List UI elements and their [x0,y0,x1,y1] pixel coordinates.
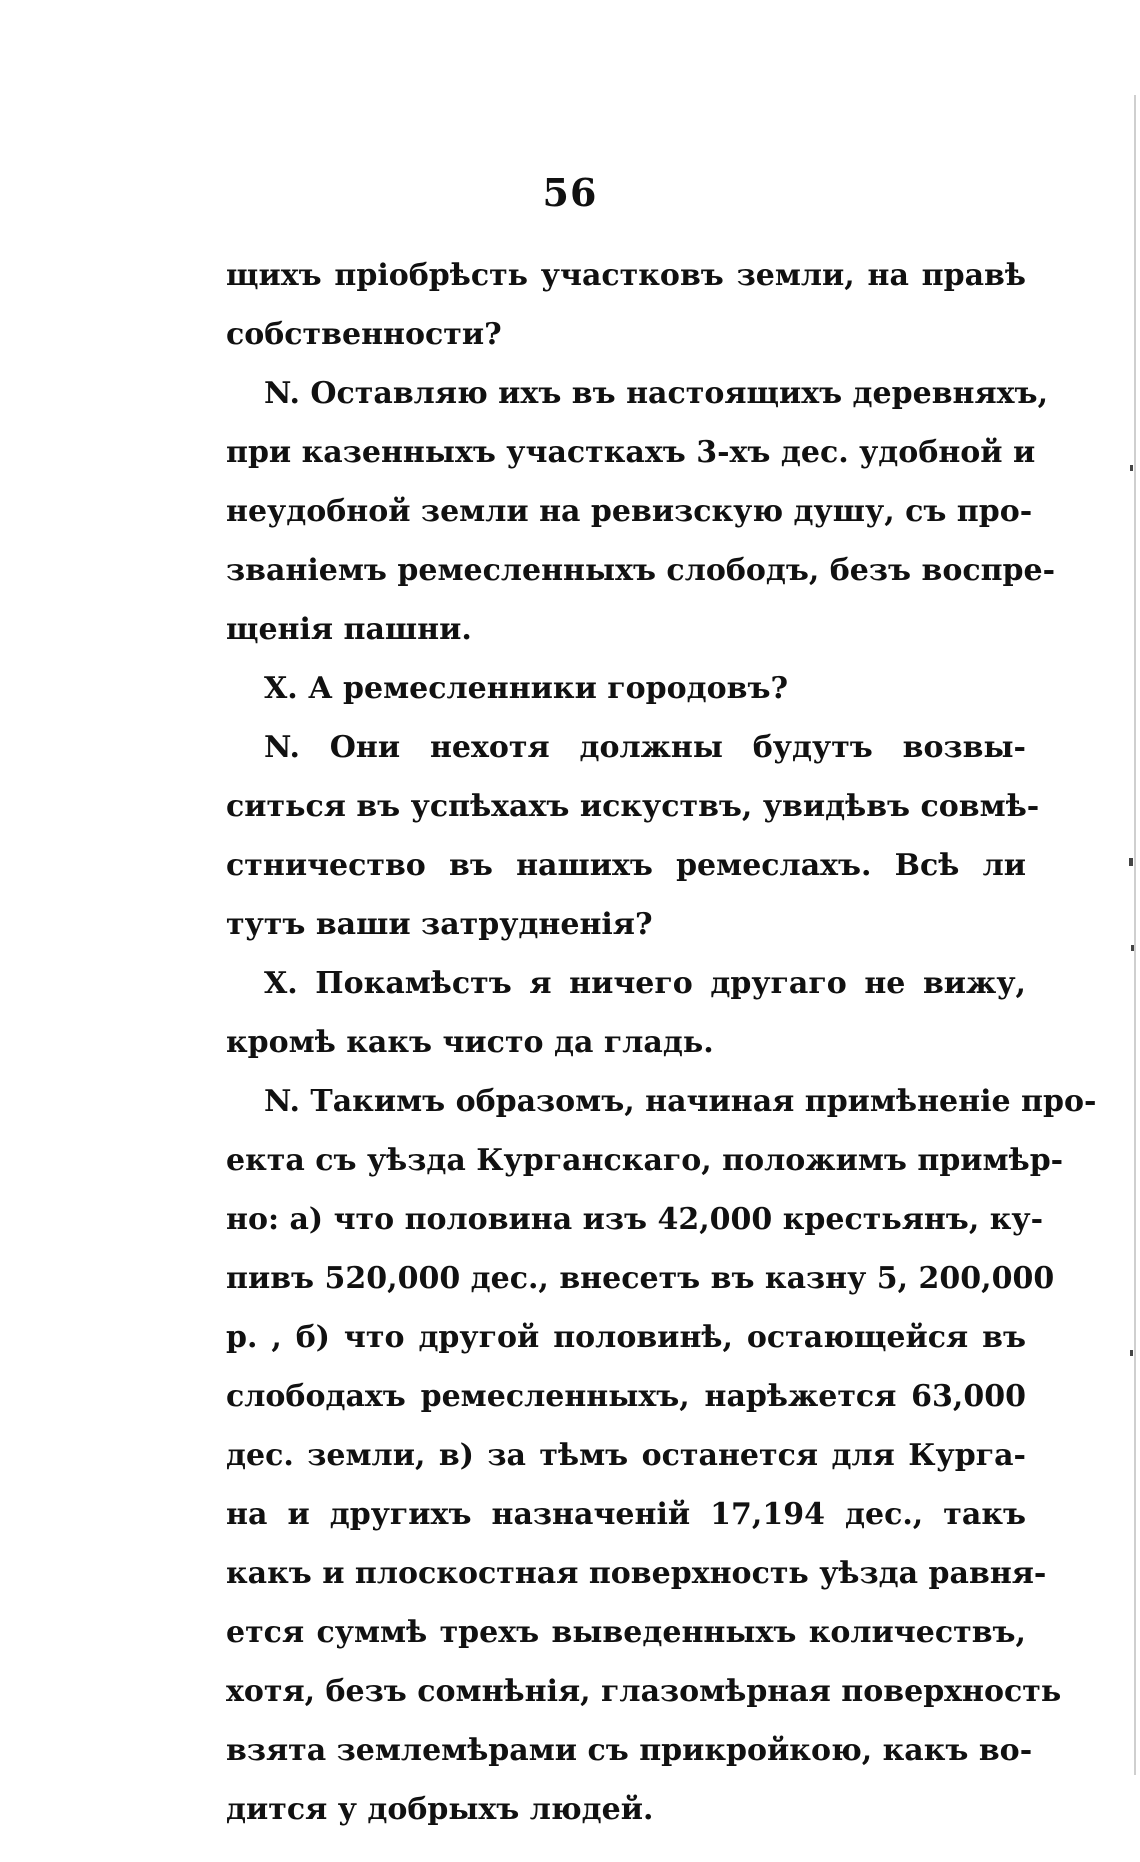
text-line: стничество въ нашихъ ремеслахъ. Всѣ ли [226,848,1026,883]
text-line: р. , б) что другой половинѣ, остающейся въ [226,1320,1026,1355]
text-line: какъ и плоскостная поверхность уѣзда равня- [226,1556,1047,1591]
text-line: X. Покамѣстъ я ничего другаго не вижу, [264,966,1026,1001]
text-line: ситься въ успѣхахъ искуствъ, увидѣвъ совмѣ- [226,789,1040,824]
text-line: взята землемѣрами съ прикройкою, какъ во- [226,1733,1033,1768]
text-line: пивъ 520,000 дес., внесетъ въ казну 5, 200,000 [226,1261,1055,1296]
ink-speck [1130,1350,1133,1356]
text-line: N. Оставляю ихъ въ настоящихъ деревняхъ, [264,376,1049,411]
text-line: хотя, безъ сомнѣнія, глазомѣрная поверхность [226,1674,1062,1709]
ink-speck [1129,858,1133,866]
text-line: N. Они нехотя должны будутъ возвы- [264,730,1026,765]
body-text [226,246,1097,1839]
text-line: екта съ уѣзда Курганскаго, положимъ примѣр- [226,1143,1064,1178]
text-line: собственности? [226,317,502,352]
text-line: щихъ пріобрѣсть участковъ земли, на правѣ [226,258,1026,293]
text-line: щенія пашни. [226,612,472,647]
text-line: ется суммѣ трехъ выведенныхъ количествъ, [226,1615,1026,1650]
text-line: кромѣ какъ чисто да гладь. [226,1025,714,1060]
text-line: на и другихъ назначеній 17,194 дес., такъ [226,1497,1026,1532]
text-line: но: а) что половина изъ 42,000 крестьянъ, ку- [226,1202,1044,1237]
page-edge-shadow [1134,95,1136,1775]
text-line: X. А ремесленники городовъ? [264,671,789,706]
text-line: дится у добрыхъ людей. [226,1792,654,1827]
text-line: званіемъ ремесленныхъ слободъ, безъ воспре- [226,553,1056,588]
ink-speck [1131,945,1134,951]
text-line: слободахъ ремесленныхъ, нарѣжется 63,000 [226,1379,1026,1414]
text-line: при казенныхъ участкахъ 3-хъ дес. удобной и [226,435,1036,470]
text-line: тутъ ваши затрудненія? [226,907,653,942]
text-line: N. Такимъ образомъ, начиная примѣненіе про- [264,1084,1097,1119]
ink-speck [1130,465,1133,471]
text-line: дес. земли, в) за тѣмъ останется для Курга- [226,1438,1026,1473]
page-number: 56 [542,170,598,215]
text-line: неудобной земли на ревизскую душу, съ про- [226,494,1033,529]
